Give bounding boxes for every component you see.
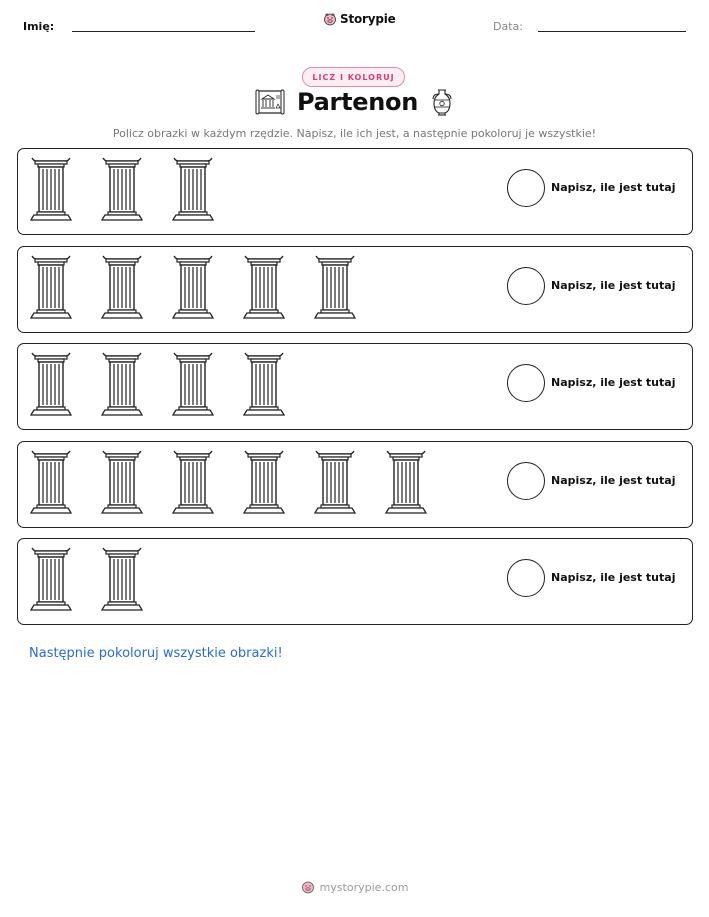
answer-prompt: Napisz, ile jest tutaj bbox=[551, 278, 676, 292]
brand-name: Storypie bbox=[340, 12, 396, 26]
column-group bbox=[30, 254, 356, 320]
name-field-line[interactable] bbox=[72, 31, 255, 32]
temple-blueprint-icon bbox=[255, 88, 285, 116]
count-row bbox=[17, 538, 693, 625]
date-label: Data: bbox=[493, 20, 523, 33]
greek-column-icon[interactable] bbox=[101, 351, 143, 417]
greek-column-icon[interactable] bbox=[385, 449, 427, 515]
greek-column-icon[interactable] bbox=[172, 254, 214, 320]
greek-column-icon[interactable] bbox=[30, 449, 72, 515]
greek-column-icon[interactable] bbox=[243, 449, 285, 515]
page-title: Partenon bbox=[297, 88, 418, 116]
greek-column-icon[interactable] bbox=[172, 156, 214, 222]
count-row bbox=[17, 441, 693, 528]
greek-column-icon[interactable] bbox=[30, 254, 72, 320]
greek-column-icon[interactable] bbox=[101, 449, 143, 515]
date-field-line[interactable] bbox=[538, 31, 686, 32]
greek-column-icon[interactable] bbox=[30, 351, 72, 417]
column-group bbox=[30, 351, 285, 417]
answer-prompt: Napisz, ile jest tutaj bbox=[551, 473, 676, 487]
greek-column-icon[interactable] bbox=[30, 156, 72, 222]
pig-mascot-icon bbox=[323, 12, 337, 26]
answer-prompt: Napisz, ile jest tutaj bbox=[551, 571, 676, 584]
greek-column-icon[interactable] bbox=[314, 449, 356, 515]
answer-circle[interactable] bbox=[507, 364, 545, 402]
title-row bbox=[0, 88, 709, 116]
coloring-note: Następnie pokoloruj wszystkie obrazki! bbox=[29, 646, 283, 661]
greek-column-icon[interactable] bbox=[172, 449, 214, 515]
greek-column-icon[interactable] bbox=[101, 546, 143, 612]
greek-column-icon[interactable] bbox=[243, 351, 285, 417]
answer-prompt: Napisz, ile jest tutaj bbox=[551, 181, 676, 194]
name-label: Imię: bbox=[23, 20, 55, 33]
greek-column-icon[interactable] bbox=[243, 254, 285, 320]
column-group bbox=[30, 449, 427, 515]
answer-circle[interactable] bbox=[507, 559, 545, 597]
answer-circle[interactable] bbox=[507, 169, 545, 207]
footer-brand bbox=[0, 880, 709, 894]
greek-vase-icon bbox=[430, 88, 454, 116]
answer-circle[interactable] bbox=[507, 267, 545, 305]
pig-mascot-icon bbox=[301, 880, 315, 894]
answer-prompt: Napisz, ile jest tutaj bbox=[551, 376, 676, 389]
instructions: Policz obrazki w każdym rzędzie. Napisz, ile ich jest, a następnie pokoloruj je wszystkie! bbox=[112, 127, 597, 140]
greek-column-icon[interactable] bbox=[314, 254, 356, 320]
count-row bbox=[17, 343, 693, 430]
brand-logo bbox=[323, 12, 396, 26]
greek-column-icon[interactable] bbox=[30, 546, 72, 612]
count-row bbox=[17, 246, 693, 333]
greek-column-icon[interactable] bbox=[172, 351, 214, 417]
greek-column-icon[interactable] bbox=[101, 156, 143, 222]
answer-circle[interactable] bbox=[507, 462, 545, 500]
count-row bbox=[17, 148, 693, 235]
greek-column-icon[interactable] bbox=[101, 254, 143, 320]
footer-url: mystorypie.com bbox=[319, 880, 409, 894]
column-group bbox=[30, 156, 214, 222]
activity-badge: LICZ I KOLORUJ bbox=[302, 67, 405, 87]
column-group bbox=[30, 546, 143, 612]
